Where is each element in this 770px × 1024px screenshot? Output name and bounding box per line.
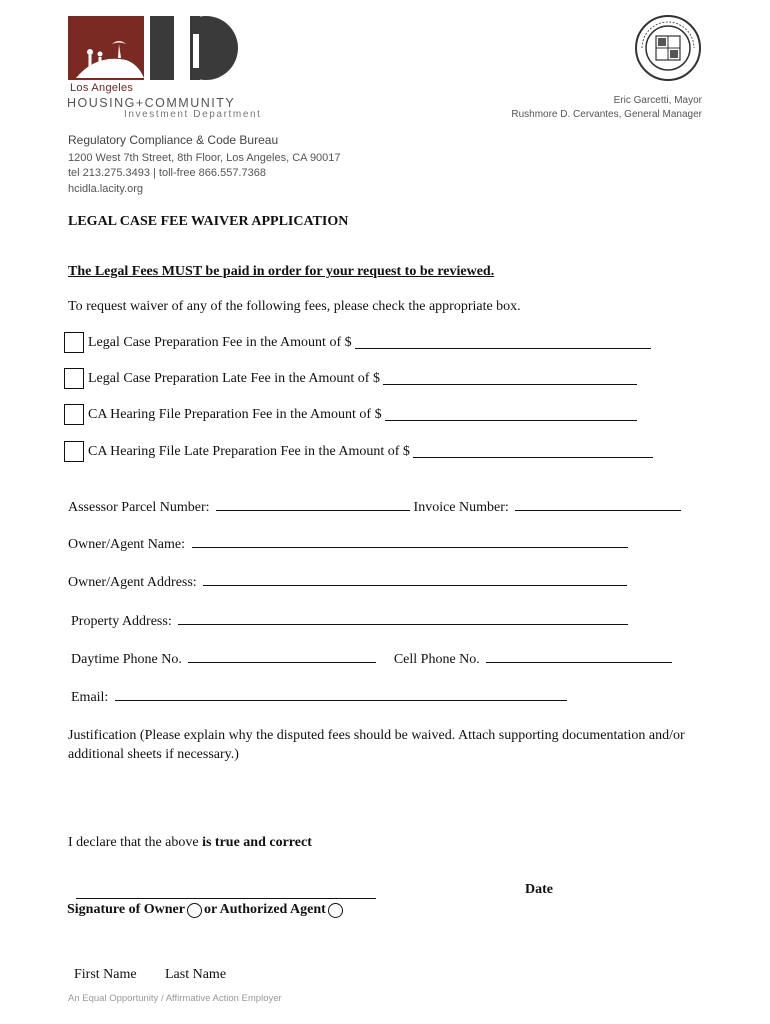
bureau-phone: tel 213.275.3493 | toll-free 866.557.7368 <box>68 167 266 179</box>
fee-checkbox-2[interactable] <box>64 368 84 389</box>
invoice-label: Invoice Number: <box>413 500 509 515</box>
email-input[interactable] <box>115 688 567 701</box>
fee-option-label: CA Hearing File Preparation Fee in the Amount of $ <box>88 406 382 422</box>
declaration <box>68 835 312 851</box>
signature-line[interactable] <box>76 898 376 899</box>
fee-option-3 <box>64 404 637 425</box>
last-name-label: Last Name <box>165 967 227 982</box>
bureau-name: Regulatory Compliance & Code Bureau <box>68 133 279 147</box>
phone-fields <box>71 650 672 668</box>
fee-checkbox-1[interactable] <box>64 332 84 353</box>
bureau-info <box>68 133 341 197</box>
declaration-bold: is true and correct <box>202 835 312 850</box>
owner-name-field <box>68 535 628 553</box>
instruction-text: To request waiver of any of the following fees, please check the appropriate box. <box>68 299 521 314</box>
fee-checkbox-3[interactable] <box>64 404 84 425</box>
fee-checkbox-4[interactable] <box>64 441 84 462</box>
owner-address-label: Owner/Agent Address: <box>68 575 197 590</box>
fee-option-1 <box>64 332 651 353</box>
property-address-input[interactable] <box>178 612 628 625</box>
declaration-prefix: I declare that the above <box>68 835 203 850</box>
fee-amount-line[interactable] <box>413 445 653 458</box>
owner-name-label: Owner/Agent Name: <box>68 537 186 552</box>
logo-name: HOUSING+COMMUNITY <box>67 96 236 110</box>
mayor: Eric Garcetti, Mayor <box>613 95 702 106</box>
invoice-input[interactable] <box>515 498 681 511</box>
fee-amount-line[interactable] <box>355 336 651 349</box>
fee-option-label: CA Hearing File Late Preparation Fee in the Amount of $ <box>88 443 410 459</box>
logo-subtitle: Investment Department <box>124 109 262 120</box>
fee-amount-line[interactable] <box>385 408 637 421</box>
apn-label: Assessor Parcel Number: <box>68 500 210 515</box>
daytime-phone-label: Daytime Phone No. <box>71 652 182 667</box>
property-address-field <box>71 612 628 630</box>
signature-owner-label: Signature of Owner <box>67 902 185 917</box>
general-manager: Rushmore D. Cervantes, General Manager <box>511 109 702 120</box>
bureau-website: hcidla.lacity.org <box>68 182 143 195</box>
fee-option-4 <box>64 441 653 462</box>
first-name-label: First Name <box>74 967 137 982</box>
agent-radio[interactable] <box>328 903 343 918</box>
owner-name-input[interactable] <box>192 535 628 548</box>
date-label: Date <box>525 882 553 897</box>
bureau-address: 1200 West 7th Street, 8th Floor, Los Angeles, CA 90017 <box>68 151 341 164</box>
logo-city: Los Angeles <box>70 82 134 94</box>
owner-radio[interactable] <box>187 903 202 918</box>
signature-label <box>67 902 345 918</box>
fee-option-label: Legal Case Preparation Late Fee in the Amount of $ <box>88 370 380 386</box>
form-title: LEGAL CASE FEE WAIVER APPLICATION <box>68 214 349 229</box>
city-seal-icon <box>634 14 702 82</box>
property-address-label: Property Address: <box>71 614 172 629</box>
owner-address-field <box>68 573 627 591</box>
email-label: Email: <box>71 690 109 705</box>
signature-agent-label: or Authorized Agent <box>203 902 326 917</box>
fee-amount-line[interactable] <box>383 372 637 385</box>
justification-text: Justification (Please explain why the disputed fees should be waived. Attach supporting documentation and/or additional sheets if necessary.) <box>68 728 685 762</box>
payment-warning: The Legal Fees MUST be paid in order for your request to be reviewed. <box>68 264 495 279</box>
fee-option-2 <box>64 368 637 389</box>
footer-eeo: An Equal Opportunity / Affirmative Action Employer <box>68 993 282 1004</box>
apn-input[interactable] <box>216 498 410 511</box>
fee-option-label: Legal Case Preparation Fee in the Amount of $ <box>88 334 352 350</box>
owner-address-input[interactable] <box>203 573 627 586</box>
cell-phone-label: Cell Phone No. <box>393 652 480 667</box>
daytime-phone-input[interactable] <box>188 650 376 663</box>
apn-field <box>68 498 681 516</box>
officials <box>511 94 702 122</box>
cell-phone-input[interactable] <box>486 650 672 663</box>
email-field <box>71 688 567 706</box>
